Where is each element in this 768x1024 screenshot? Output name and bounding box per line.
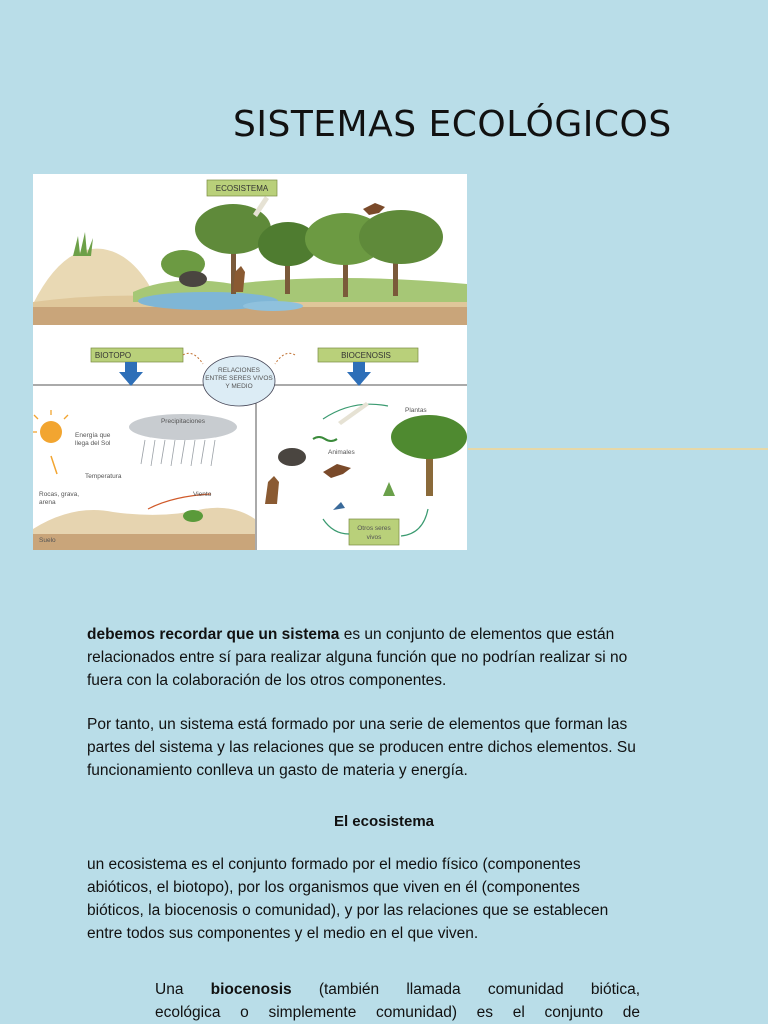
rocas-line-1: Rocas, grava, — [39, 491, 80, 498]
p3-line-3: bióticos, la biocenosis o comunidad), y por las relaciones que se establecen — [87, 902, 609, 919]
energia-line-2: llega del Sol — [75, 440, 111, 447]
relaciones-line-1: RELACIONES — [218, 367, 260, 374]
p1-line-3: fuera con la colaboración de los otros componentes. — [87, 672, 447, 689]
p1-line-2: relacionados entre sí para realizar alguna función que no podrían realizar si no — [87, 649, 628, 666]
p2-line-3: funcionamiento conlleva un gasto de materia y energía. — [87, 762, 468, 779]
biocenosis-label: BIOCENOSIS — [341, 351, 391, 360]
rocas-line-2: arena — [39, 499, 56, 506]
paragraph-ecosystem-definition — [87, 853, 701, 945]
otros-line-2: vivos — [366, 534, 382, 541]
ecosistema-label: ECOSISTEMA — [215, 184, 269, 193]
ecosystem-illustration — [33, 174, 467, 550]
temperatura-label: Temperatura — [85, 473, 122, 480]
plantas-label: Plantas — [405, 407, 427, 414]
p3-line-2: abióticos, el biotopo), por los organismos que viven en él (componentes — [87, 879, 580, 896]
p1-line-1: es un conjunto de elementos que están — [339, 626, 615, 643]
page-title: SISTEMAS ECOLÓGICOS — [233, 104, 672, 145]
otros-line-1: Otros seres — [357, 525, 391, 532]
relaciones-line-2: ENTRE SERES VIVOS — [205, 375, 273, 382]
p2-line-2: partes del sistema y las relaciones que se producen entre dichos elementos. Su — [87, 739, 636, 756]
p3-line-1: un ecosistema es el conjunto formado por el medio físico (componentes — [87, 856, 581, 873]
viento-label: Viento — [193, 491, 212, 498]
p4-line-1: (también llamada comunidad biótica, — [291, 981, 640, 998]
biotopo-label: BIOTOPO — [94, 351, 132, 360]
energia-line-1: Energía que — [75, 432, 111, 439]
paragraph-biocenosis — [155, 978, 640, 1024]
ecosystem-diagram — [33, 174, 467, 550]
precipitaciones-label: Precipitaciones — [160, 418, 206, 425]
paragraph-system-elements — [87, 713, 701, 782]
section-heading-ecosistema: El ecosistema — [333, 813, 435, 830]
p1-bold-text: debemos recordar que un sistema — [87, 626, 340, 643]
p3-line-4: entre todos sus componentes y el medio en el que viven. — [87, 925, 479, 942]
relaciones-line-3: Y MEDIO — [225, 383, 253, 390]
accent-line — [468, 448, 768, 450]
p4-prefix: Una — [155, 981, 211, 998]
paragraph-system-definition — [87, 623, 701, 692]
animales-label: Animales — [328, 449, 355, 456]
suelo-label: Suelo — [39, 537, 56, 544]
p2-line-1: Por tanto, un sistema está formado por una serie de elementos que forman las — [87, 716, 628, 733]
p4-line-2: ecológica o simplemente comunidad) es el conjunto de — [155, 1004, 640, 1021]
p4-bold-text: biocenosis — [210, 981, 292, 998]
